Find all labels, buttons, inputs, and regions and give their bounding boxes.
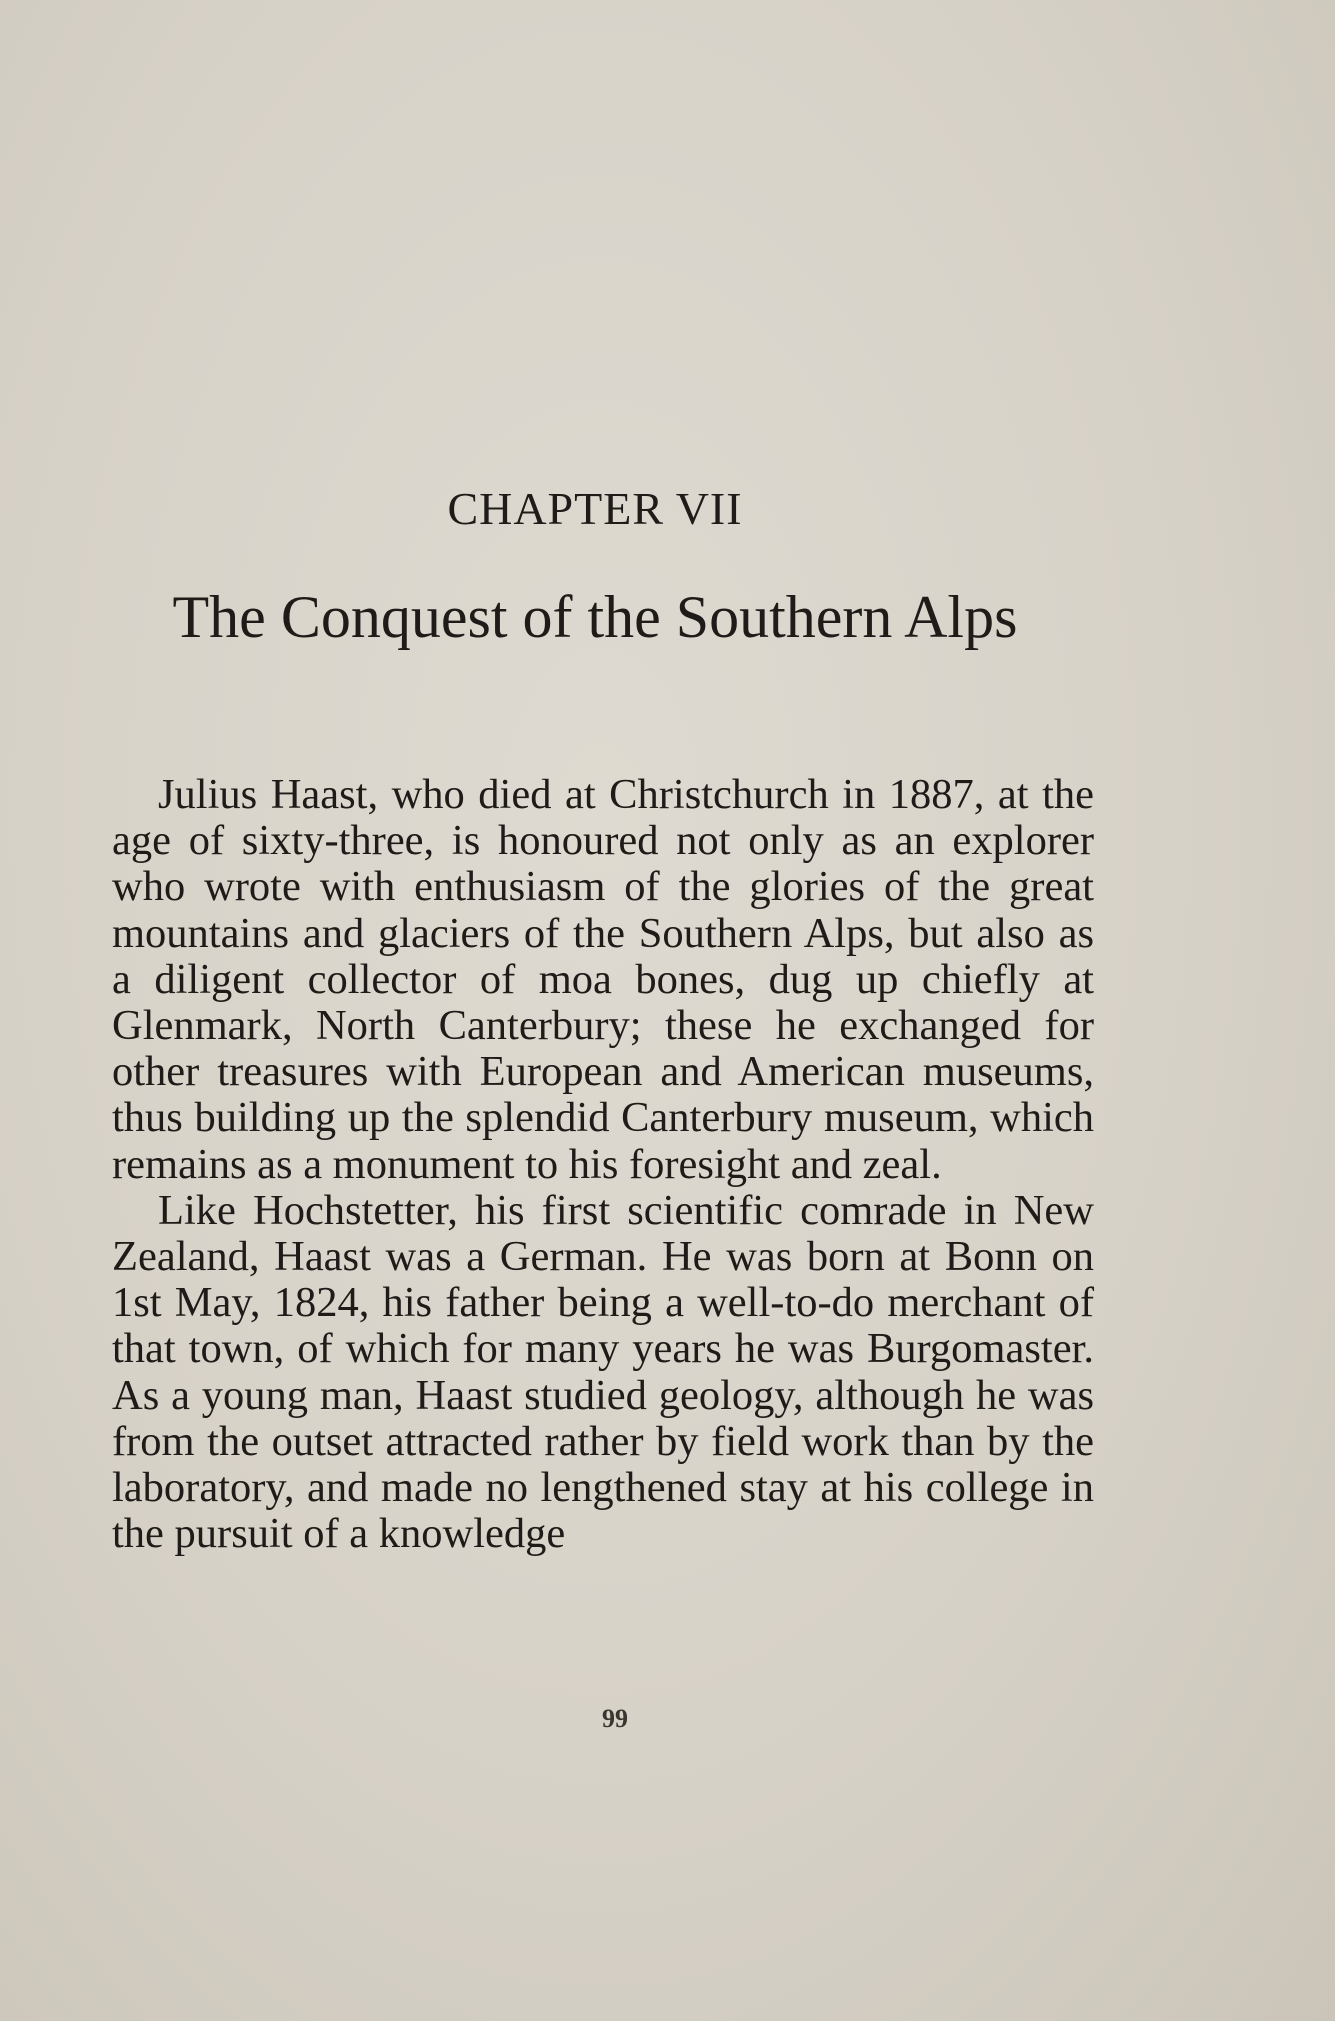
body-text: [112, 772, 1094, 1557]
chapter-title: The Conquest of the Southern Alps: [172, 584, 1018, 650]
paragraph-1: Julius Haast, who died at Christchurch in 1887, at the age of sixty-three, is honoured not only as an explorer who wrote with enthusiasm of the glories of the great mountains and glaciers of the Southern Alps, but also as a diligent collector of moa bones, dug up chiefly at Glenmark, North Canterbury; these he exchanged for other treasures with European and American museums, thus building up the splendid Canterbury museum, which remains as a monument to his foresight and zeal.: [112, 771, 1094, 1188]
paragraph-2: Like Hochstetter, his first scientific comrade in New Zealand, Haast was a German. He was born at Bonn on 1st May, 1824, his father being a well-to-do merchant of that town, of which for many years he was Burgomaster. As a young man, Haast studied geology, although he was from the outset attracted rather by field work than by the laboratory, and made no lengthened stay at his college in the pursuit of a knowledge: [112, 1186, 1094, 1558]
chapter-label: CHAPTER VII: [447, 483, 743, 534]
page-number: 99: [602, 1704, 628, 1733]
